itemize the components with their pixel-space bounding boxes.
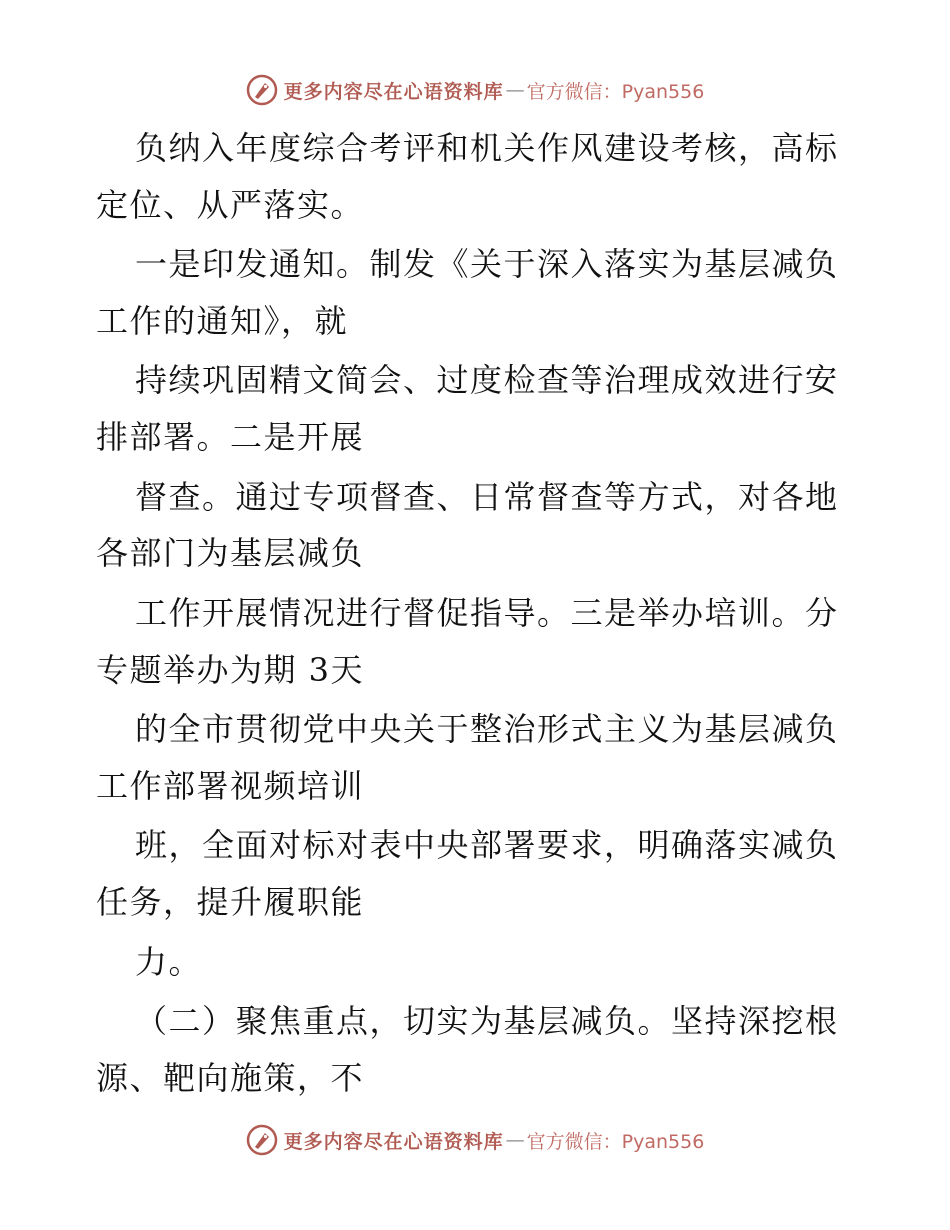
- text-line: 排部署。二是开展: [96, 418, 365, 456]
- watermark-separator: —: [505, 1129, 525, 1151]
- pen-nib-logo-icon: [246, 1124, 278, 1156]
- text-line: 一是印发通知。制发《关于深入落实为基层减负: [135, 245, 839, 283]
- footer-watermark: [0, 1120, 950, 1160]
- watermark-contact: 官方微信：Pyan556: [526, 80, 705, 103]
- text-line: 工作开展情况进行督促指导。三是举办培训。分: [135, 594, 839, 632]
- watermark-contact: 官方微信：Pyan556: [526, 1130, 705, 1153]
- text-line: 定位、从严落实。: [96, 186, 365, 224]
- header-watermark: [0, 70, 950, 110]
- text-line: 各部门为基层减负: [96, 534, 365, 572]
- text-line: 的全市贯彻党中央关于整治形式主义为基层减负: [135, 710, 839, 748]
- watermark-brand: 更多内容尽在心语资料库: [283, 80, 504, 103]
- text-line: 专题举办为期 3天: [96, 651, 365, 689]
- pen-nib-logo-icon: [246, 74, 278, 106]
- text-line: 力。: [135, 943, 203, 981]
- watermark-brand: 更多内容尽在心语资料库: [283, 1130, 504, 1153]
- text-line: 负纳入年度综合考评和机关作风建设考核，高标: [135, 129, 839, 167]
- text-line: 工作的通知》，就: [96, 302, 349, 340]
- text-line: 持续巩固精文简会、过度检查等治理成效进行安: [135, 361, 839, 399]
- text-line: 班，全面对标对表中央部署要求，明确落实减负: [135, 826, 839, 864]
- text-line: 源、靶向施策，不: [96, 1059, 365, 1097]
- watermark-separator: —: [505, 79, 525, 101]
- text-line: 督查。通过专项督查、日常督查等方式，对各地: [135, 478, 839, 516]
- text-line: （二）聚焦重点，切实为基层减负。坚持深挖根: [135, 1002, 839, 1040]
- text-line: 工作部署视频培训: [96, 767, 365, 805]
- text-line: 任务，提升履职能: [96, 883, 365, 921]
